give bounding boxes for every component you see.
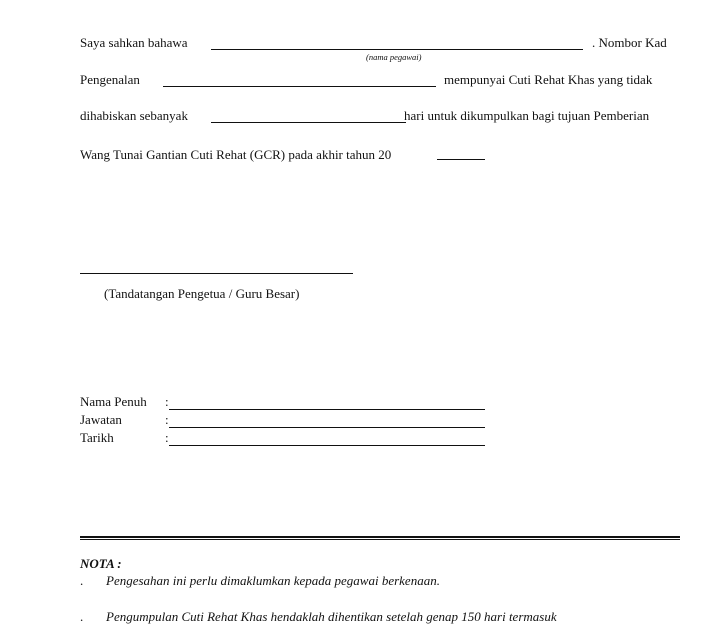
field-separator: : <box>165 430 169 445</box>
line1-end-text: . Nombor Kad <box>592 35 667 50</box>
nota-item: Pengumpulan Cuti Rehat Khas hendaklah dihentikan setelah genap 150 hari termasuk <box>106 609 557 624</box>
line2-end-text: mempunyai Cuti Rehat Khas yang tidak <box>444 72 653 87</box>
line3-start-text: dihabiskan sebanyak <box>80 108 188 123</box>
line4-text: Wang Tunai Gantian Cuti Rehat (GCR) pada akhir tahun 20 <box>80 147 392 162</box>
year-field[interactable] <box>437 159 485 160</box>
field-separator: : <box>165 394 169 409</box>
ic-number-field[interactable] <box>163 86 436 87</box>
signature-line[interactable] <box>80 273 353 274</box>
section-divider <box>80 536 680 540</box>
tarikh-field[interactable] <box>169 445 485 446</box>
field-label-tarikh: Tarikh <box>80 430 114 445</box>
field-separator: : <box>165 412 169 427</box>
jawatan-field[interactable] <box>169 427 485 428</box>
nota-item: Pengesahan ini perlu dimaklumkan kepada pegawai berkenaan. <box>106 573 440 588</box>
officer-name-field[interactable] <box>211 49 583 50</box>
officer-name-caption: (nama pegawai) <box>366 52 422 62</box>
signature-caption: (Tandatangan Pengetua / Guru Besar) <box>104 286 300 301</box>
nota-bullet: . <box>80 609 84 624</box>
field-label-jawatan: Jawatan <box>80 412 122 427</box>
nama-penuh-field[interactable] <box>169 409 485 410</box>
nota-bullet: . <box>80 573 84 588</box>
line1-start-text: Saya sahkan bahawa <box>80 35 188 50</box>
nota-title: NOTA : <box>80 556 122 571</box>
line3-end-text: hari untuk dikumpulkan bagi tujuan Pemberian <box>404 108 650 123</box>
line2-start-text: Pengenalan <box>80 72 140 87</box>
field-label-nama-penuh: Nama Penuh <box>80 394 147 409</box>
days-count-field[interactable] <box>211 122 406 123</box>
